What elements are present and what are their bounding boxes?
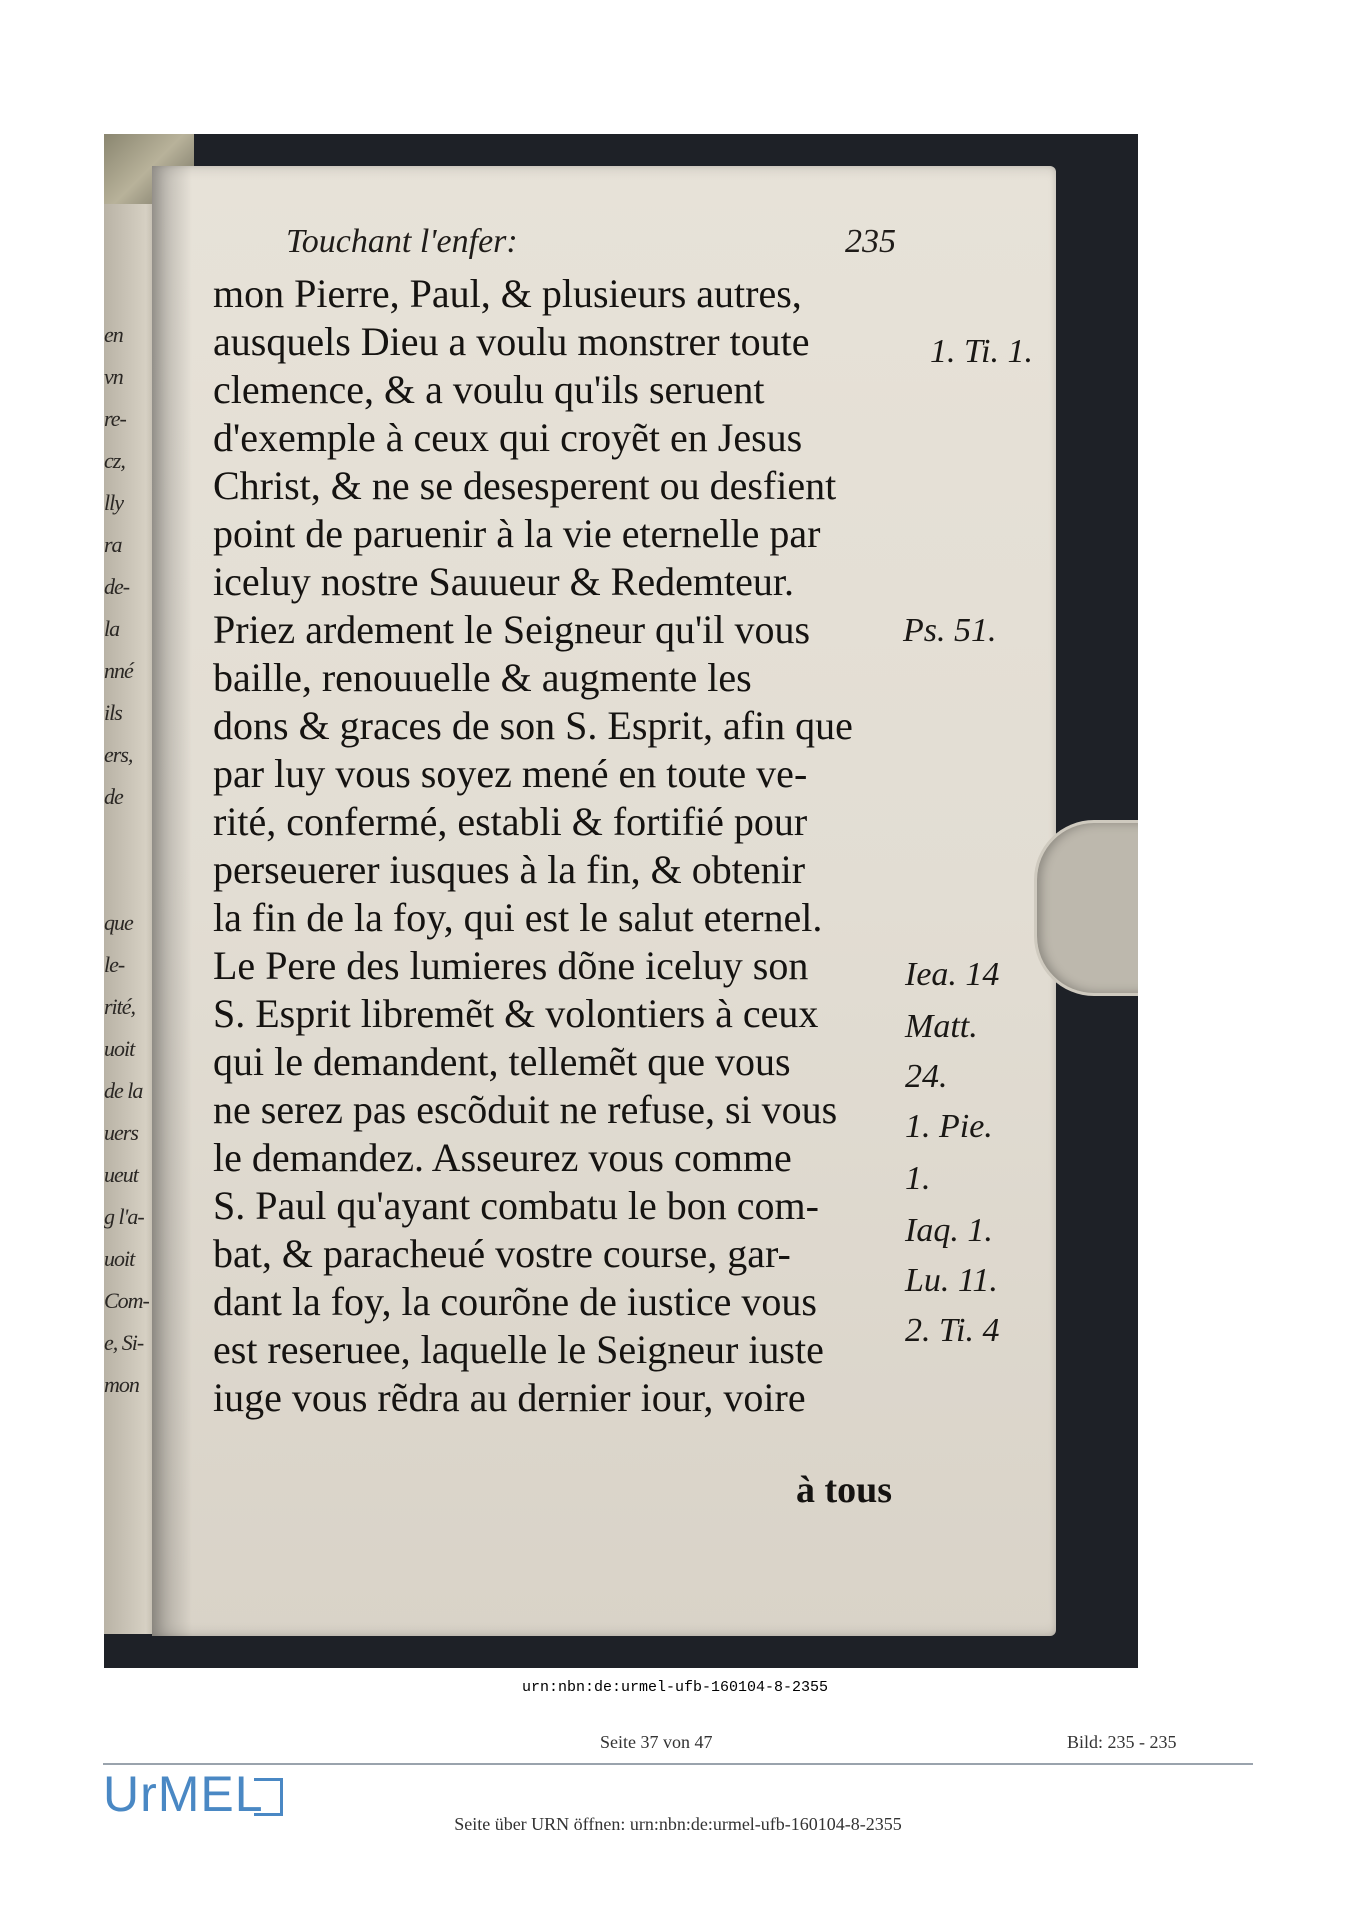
text-line: perseuerer iusques à la fin, & obtenir — [213, 847, 806, 892]
text-line: S. Paul qu'ayant combatu le bon com- — [213, 1183, 819, 1228]
page-number: 235 — [845, 223, 896, 260]
clip-tab — [1034, 820, 1138, 996]
page-counter: Seite 37 von 47 — [600, 1732, 713, 1752]
text-line: d'exemple à ceux qui croyẽt en Jesus — [213, 415, 803, 460]
text-line: baille, renouuelle & augmente les — [213, 655, 752, 700]
body-text — [213, 270, 913, 1422]
margin-note: 1. — [905, 1160, 931, 1197]
margin-note: Iea. 14 — [905, 956, 1000, 993]
urmel-logo-bracket-icon — [254, 1778, 283, 1816]
urn-text: urn:nbn:de:urmel-ufb-160104-8-2355 — [521, 1679, 829, 1696]
text-line: ausquels Dieu a voulu monstrer toute — [213, 319, 810, 364]
footer-rule — [103, 1763, 1253, 1765]
text-line: par luy vous soyez mené en toute ve- — [213, 751, 808, 796]
margin-note: 2. Ti. 4 — [905, 1312, 1000, 1349]
text-line: S. Esprit libremẽt & volontiers à ceux — [213, 991, 819, 1036]
text-line: mon Pierre, Paul, & plusieurs autres, — [213, 271, 802, 316]
text-line: clemence, & a voulu qu'ils seruent — [213, 367, 765, 412]
urn-label — [0, 1679, 1356, 1696]
text-line: dons & graces de son S. Esprit, afin que — [213, 703, 853, 748]
text-line: qui le demandent, tellemẽt que vous — [213, 1039, 791, 1084]
running-head-title: Touchant l'enfer: — [286, 223, 518, 260]
text-line: est reseruee, laquelle le Seigneur iuste — [213, 1327, 824, 1372]
left-page-fragments: en vn re- cz, lly ra de- la nné ils ers, de que le- rité, uoit de la uers ueut g l'a- uoit Com- e, Si- mon — [104, 322, 149, 1397]
running-head — [286, 223, 906, 269]
text-line: Le Pere des lumieres dõne iceluy son — [213, 943, 809, 988]
text-line: le demandez. Asseurez vous comme — [213, 1135, 792, 1180]
text-line: la fin de la foy, qui est le salut eternel. — [213, 895, 823, 940]
text-line: Priez ardement le Seigneur qu'il vous — [213, 607, 811, 652]
margin-note: Matt. — [905, 1008, 978, 1045]
text-line: dant la foy, la courõne de iustice vous — [213, 1279, 817, 1324]
text-line: iceluy nostre Sauueur & Redemteur. — [213, 559, 794, 604]
catchword: à tous — [796, 1469, 893, 1511]
image-range: Bild: 235 - 235 — [1067, 1732, 1177, 1752]
text-line: bat, & paracheué vostre course, gar- — [213, 1231, 791, 1276]
text-line: iuge vous rẽdra au dernier iour, voire — [213, 1375, 806, 1420]
urn-open-link[interactable]: Seite über URN öffnen: urn:nbn:de:urmel-ufb-160104-8-2355 — [454, 1814, 902, 1834]
margin-note: Lu. 11. — [905, 1262, 998, 1299]
text-line: point de paruenir à la vie eternelle par — [213, 511, 821, 556]
text-line: ne serez pas escõduit ne refuse, si vous — [213, 1087, 838, 1132]
margin-note: Iaq. 1. — [905, 1212, 993, 1249]
text-line: Christ, & ne se desesperent ou desfient — [213, 463, 837, 508]
margin-note: 1. Ti. 1. — [930, 333, 1033, 370]
margin-note: 24. — [905, 1058, 948, 1095]
gutter-shadow — [152, 166, 192, 1636]
text-line: rité, confermé, establi & fortifié pour — [213, 799, 808, 844]
margin-note: 1. Pie. — [905, 1108, 993, 1145]
margin-note: Ps. 51. — [903, 612, 997, 649]
urmel-logo: UrMEL — [103, 1766, 264, 1822]
